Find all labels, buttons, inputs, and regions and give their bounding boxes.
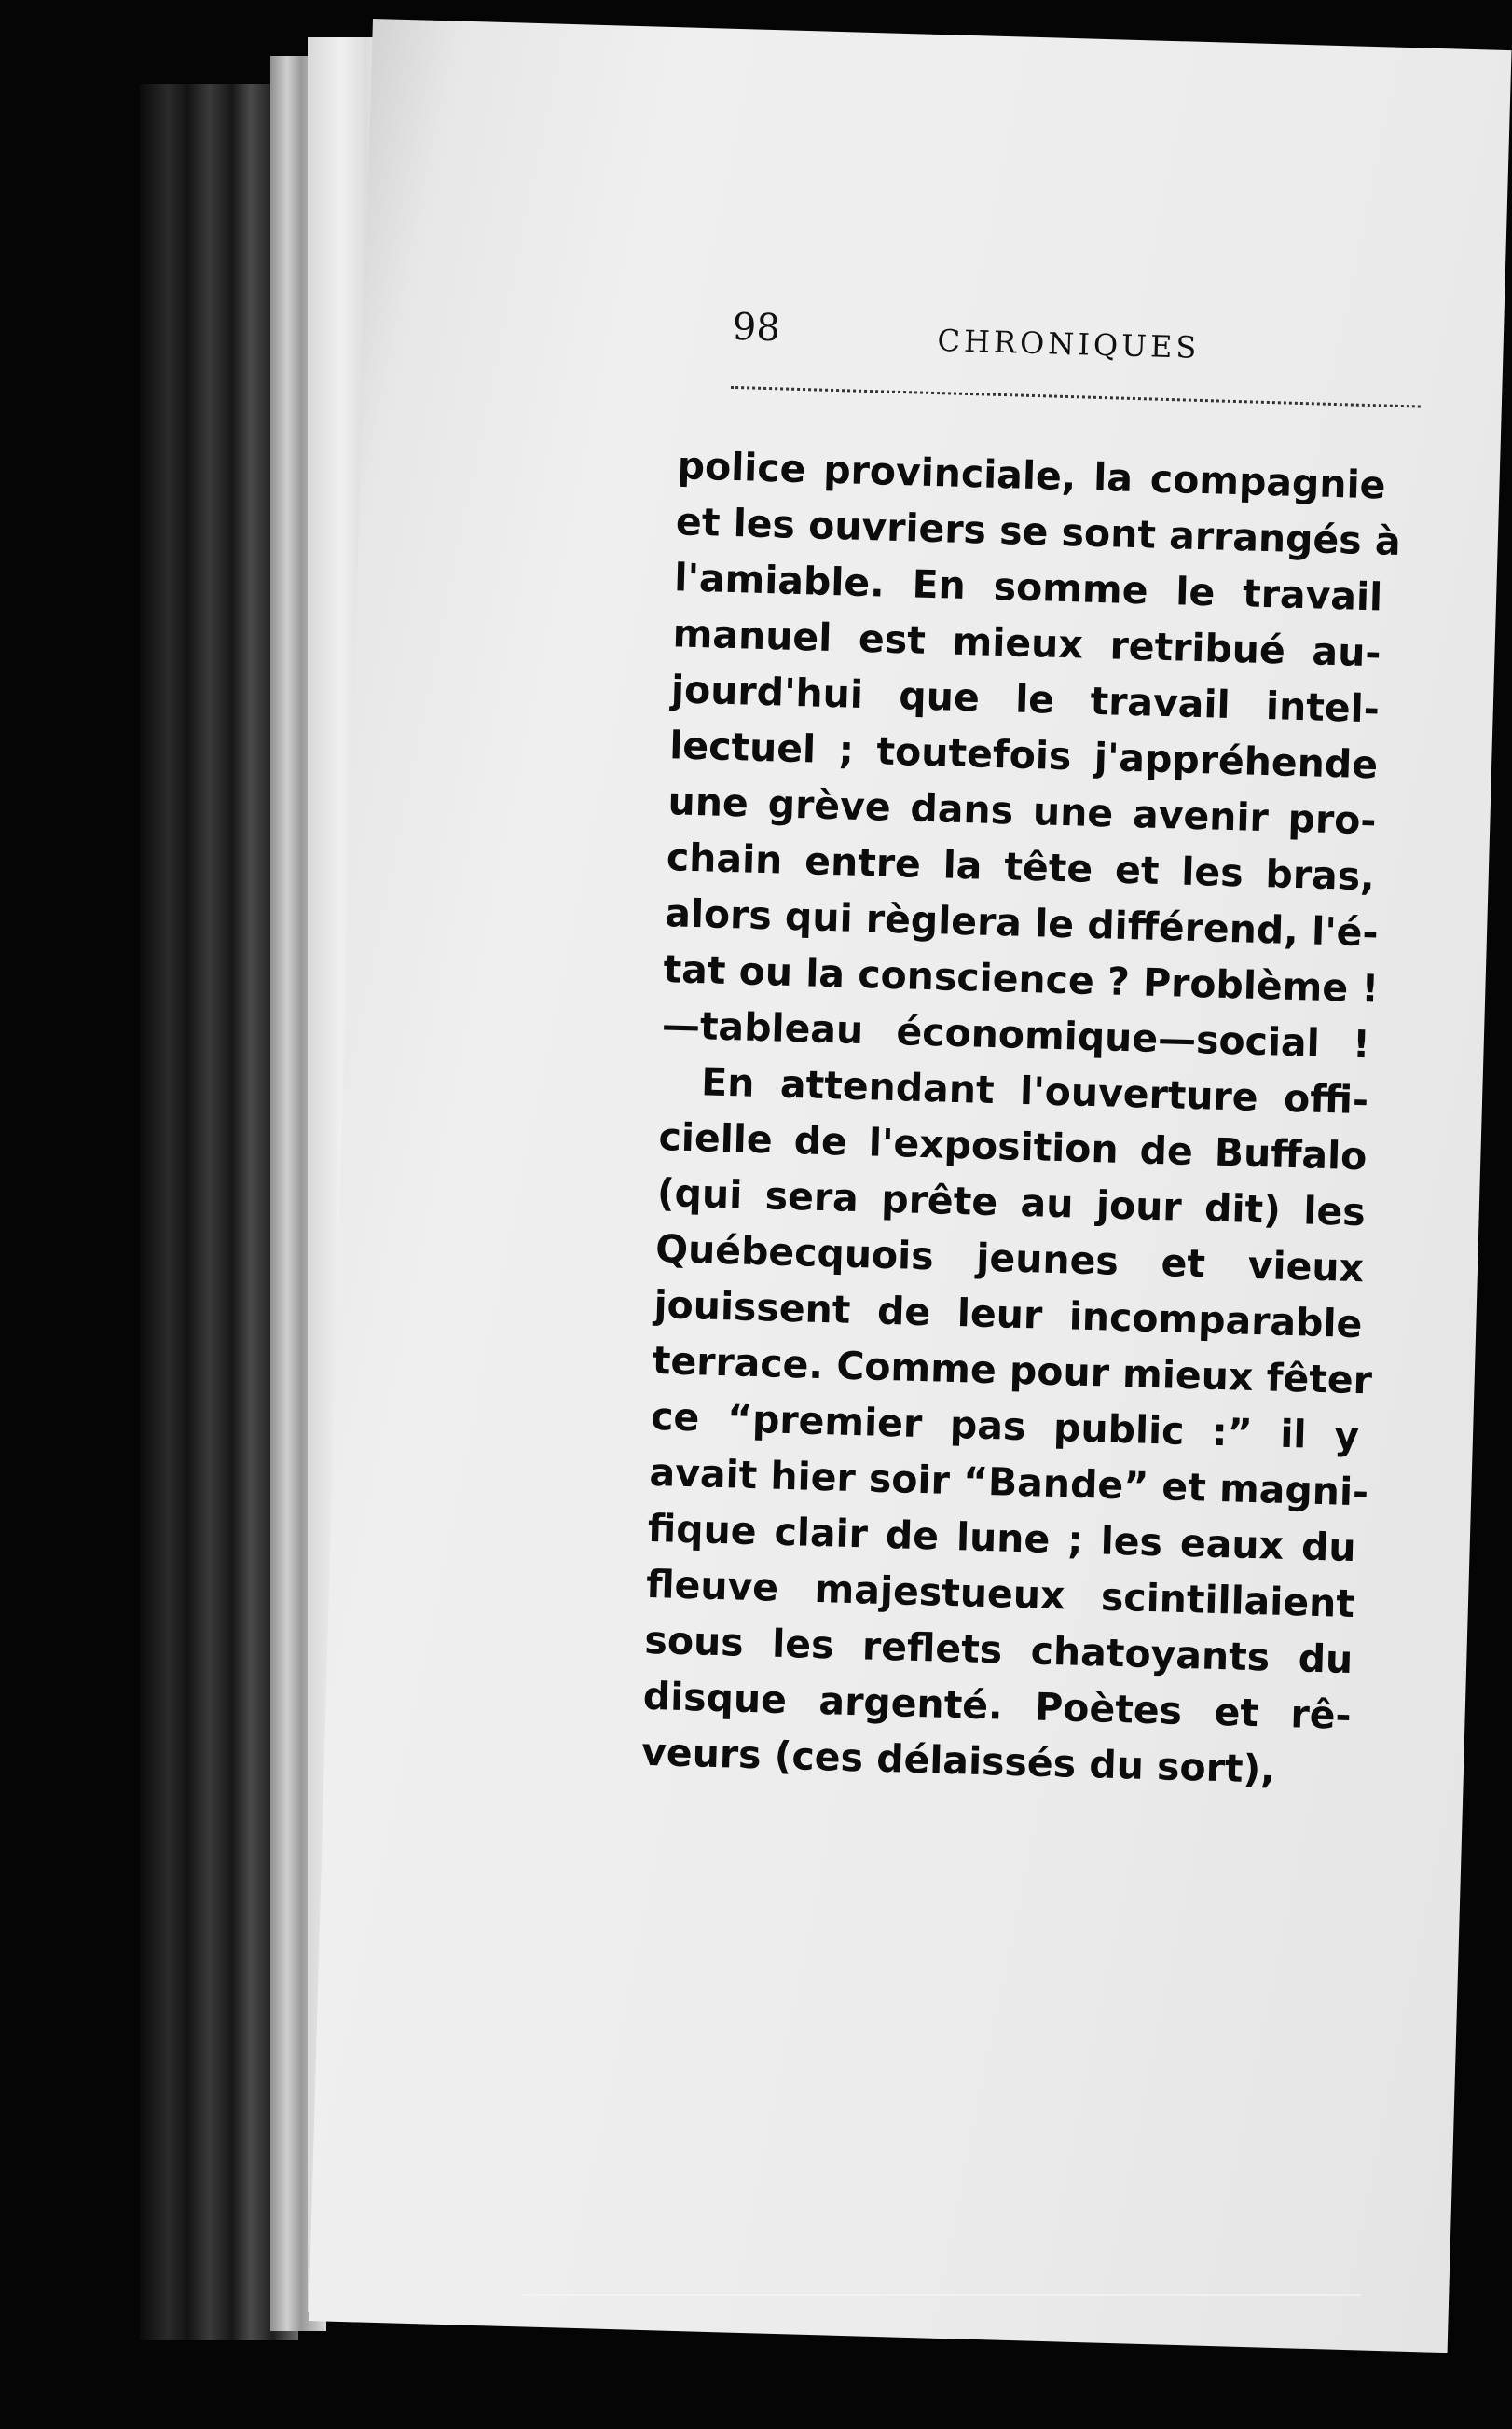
text-line: veurs (ces délaissés du sort),: [640, 1729, 1276, 1792]
text-line: (qui sera prête au jour dit) les: [656, 1170, 1367, 1235]
text-line: En attendant l'ouverture offi-: [700, 1059, 1369, 1124]
text-line: fique clair de lune ; les eaux du: [647, 1505, 1357, 1571]
bottom-edge-line: [522, 2294, 1361, 2296]
text-line: l'amiable. En somme le travail: [673, 555, 1383, 620]
running-head: [732, 305, 1423, 384]
text-line: Québecquois jeunes et vieux: [654, 1225, 1365, 1291]
text-line: disque argenté. Poètes et rê-: [642, 1673, 1353, 1739]
text-line: cielle de l'exposition de Buffalo: [657, 1114, 1368, 1180]
page-number: 98: [732, 305, 781, 351]
text-line: alors qui règlera le différend, l'é-: [664, 890, 1380, 956]
text-line: sous les reflets chatoyants du: [643, 1617, 1354, 1683]
text-line: —tableau économique—social !: [661, 1002, 1371, 1068]
text-line: lectuel ; toutefois j'appréhende: [668, 723, 1379, 788]
body-text: [640, 437, 1402, 1792]
book-page: [309, 19, 1511, 2353]
text-line: chain entre la tête et les bras,: [666, 835, 1376, 900]
text-line: jouissent de leur incomparable: [653, 1281, 1363, 1347]
text-line: fleuve majestueux scintillaient: [645, 1561, 1355, 1627]
running-title: CHRONIQUES: [937, 323, 1201, 366]
text-line: manuel est mieux retribué au-: [672, 611, 1382, 676]
text-line: tat ou la conscience ? Problème !: [662, 946, 1380, 1012]
header-rule: [731, 386, 1421, 408]
text-line: et les ouvriers se sont arrangés à: [675, 499, 1402, 564]
text-line: police provinciale, la compagnie: [677, 443, 1387, 508]
text-line: avait hier soir “Bande” et magni-: [648, 1449, 1369, 1515]
text-line: ce “premier pas public :” il y: [650, 1393, 1360, 1459]
text-line: une grève dans une avenir pro-: [667, 779, 1378, 844]
text-line: jourd'hui que le travail intel-: [670, 667, 1381, 732]
text-line: terrace. Comme pour mieux fêter: [652, 1337, 1373, 1403]
